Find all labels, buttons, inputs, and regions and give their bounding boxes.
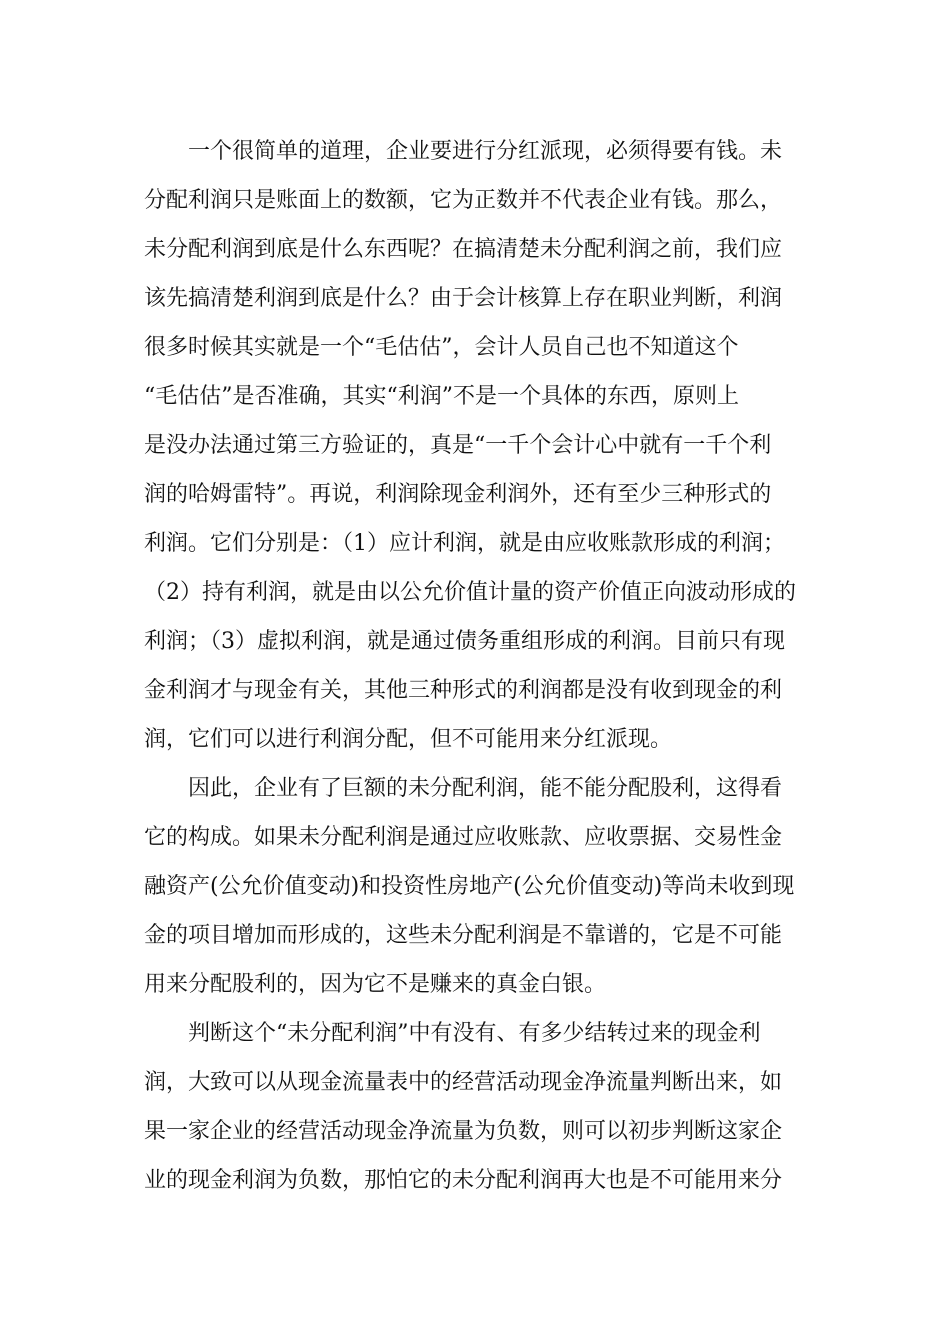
text-line: 果一家企业的经营活动现金净流量为负数，则可以初步判断这家企 [144, 1119, 783, 1144]
text-line: 业的现金利润为负数，那怕它的未分配利润再大也是不可能用来分 [144, 1168, 783, 1193]
text-line: “毛估估”是否准确，其实“利润”不是一个具体的东西，原则上 [144, 384, 739, 409]
text-line: 用来分配股利的，因为它不是赚来的真金白银。 [144, 972, 607, 997]
text-line: 分配利润只是账面上的数额，它为正数并不代表企业有钱。那么， [144, 188, 783, 213]
text-line: 金利润才与现金有关，其他三种形式的利润都是没有收到现金的利 [144, 678, 783, 703]
text-line: 判断这个“未分配利润”中有没有、有多少结转过来的现金利 [144, 1021, 761, 1046]
text-line: 未分配利润到底是什么东西呢？在搞清楚未分配利润之前，我们应 [144, 237, 783, 262]
text-line: 金的项目增加而形成的，这些未分配利润是不靠谱的，它是不可能 [144, 923, 783, 948]
text-line: 是没办法通过第三方验证的，真是“一千个会计心中就有一千个利 [144, 433, 772, 458]
text-line: 利润。它们分别是：（1）应计利润，就是由应收账款形成的利润； [144, 531, 785, 556]
text-line: 润的哈姆雷特”。再说，利润除现金利润外，还有至少三种形式的 [144, 482, 772, 507]
text-line: 利润；（3）虚拟利润，就是通过债务重组形成的利润。目前只有现 [144, 629, 785, 654]
text-line: 融资产(公允价值变动)和投资性房地产(公允价值变动)等尚未收到现 [144, 874, 795, 899]
text-line: 很多时候其实就是一个“毛估估”，会计人员自己也不知道这个 [144, 335, 739, 360]
text-line: 该先搞清楚利润到底是什么？由于会计核算上存在职业判断，利润 [144, 286, 783, 311]
text-line: 因此，企业有了巨额的未分配利润，能不能分配股利，这得看 [144, 776, 783, 801]
text-line: 润，它们可以进行利润分配，但不可能用来分红派现。 [144, 727, 673, 752]
text-line: （2）持有利润，就是由以公允价值计量的资产价值正向波动形成的 [144, 580, 796, 605]
text-line: 它的构成。如果未分配利润是通过应收账款、应收票据、交易性金 [144, 825, 783, 850]
text-line: 一个很简单的道理，企业要进行分红派现，必须得要有钱。未 [144, 139, 783, 164]
text-line: 润，大致可以从现金流量表中的经营活动现金净流量判断出来，如 [144, 1070, 783, 1095]
